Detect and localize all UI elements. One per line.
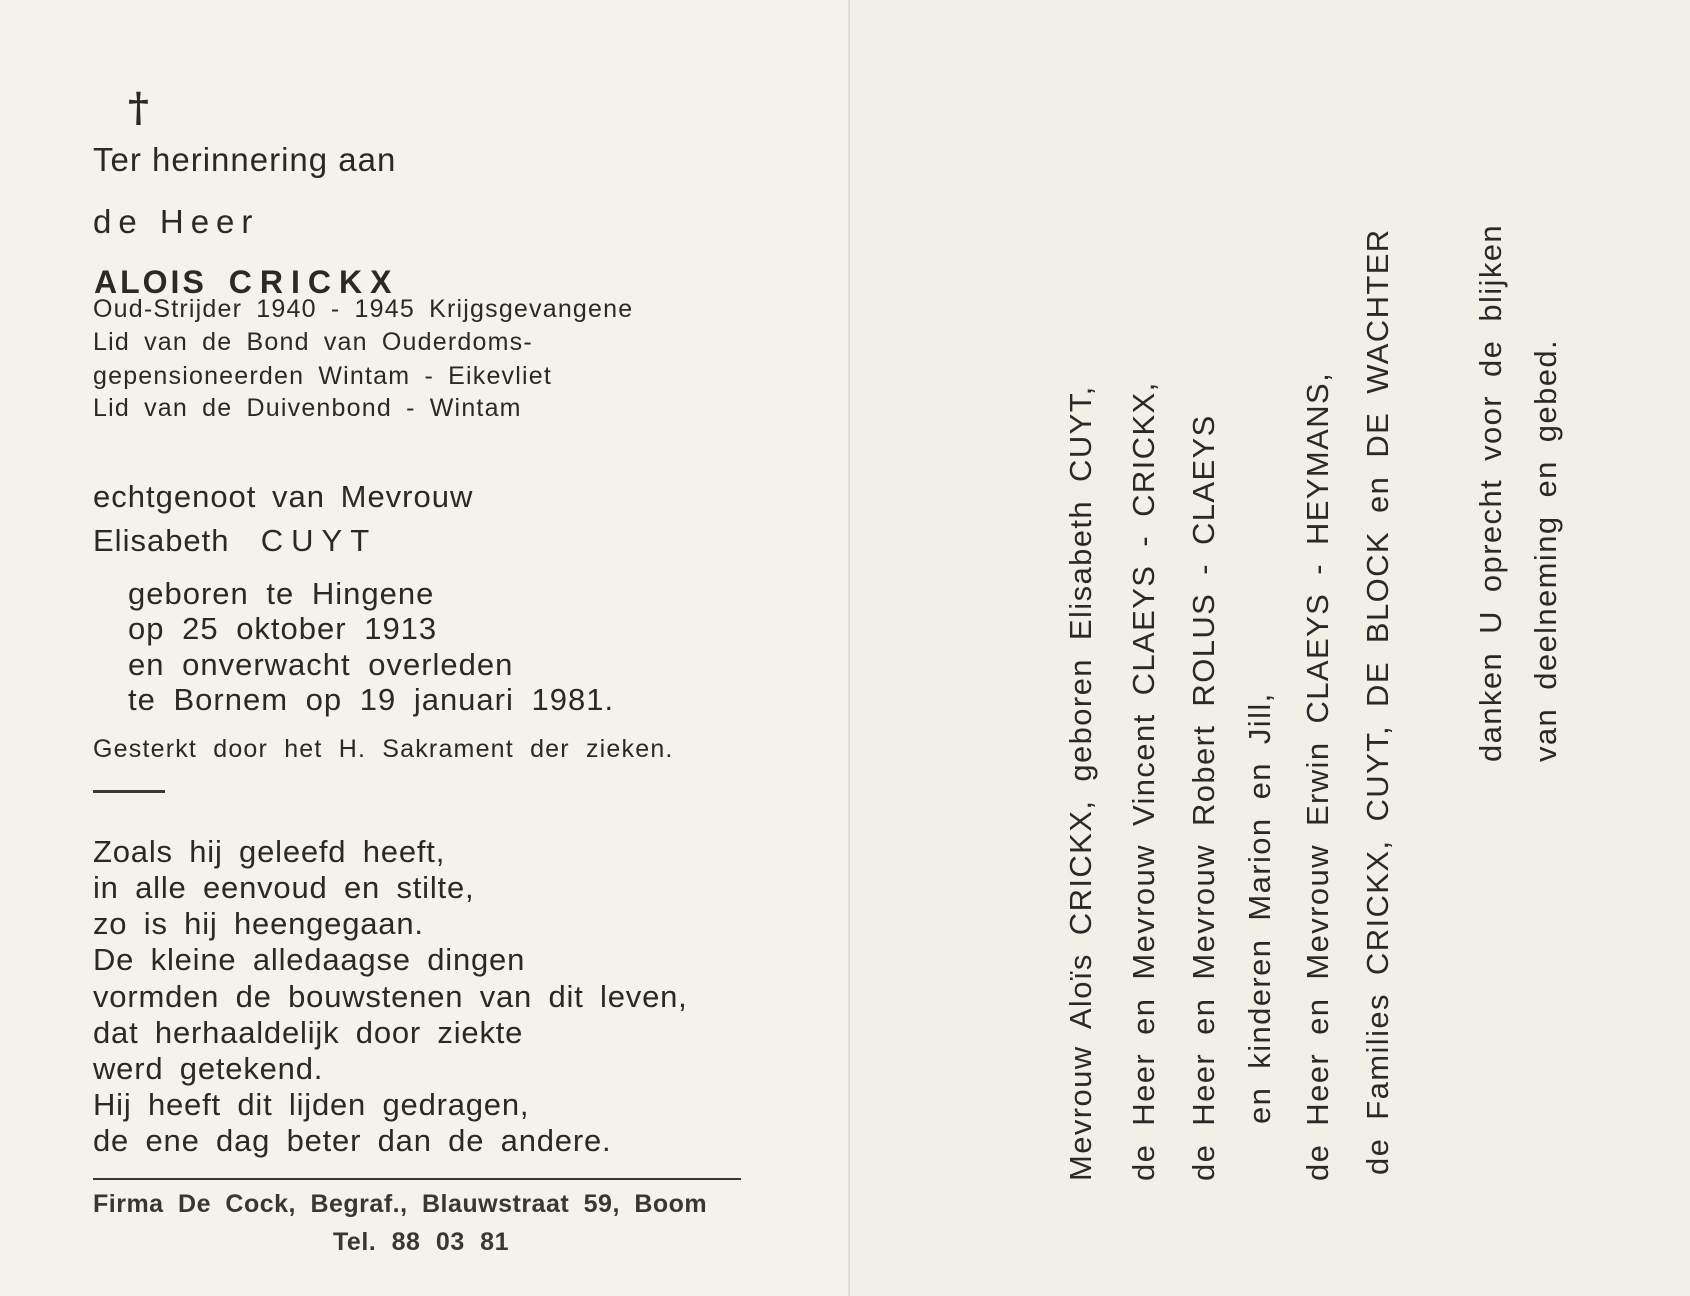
family-line: Mevrouw Aloïs CRICKX, geboren Elisabeth CUYT, xyxy=(1063,385,1098,1181)
poem-line: De kleine alledaagse dingen xyxy=(93,942,526,977)
spouse-name xyxy=(93,525,377,556)
printer-phone: Tel. 88 03 81 xyxy=(333,1228,509,1256)
bio-line: Lid van de Bond van Ouderdoms- xyxy=(93,328,533,356)
poem-line: de ene dag beter dan de andere. xyxy=(93,1123,612,1158)
thanks-line: danken U oprecht voor de blijken xyxy=(1473,223,1508,762)
life-dates-line: te Bornem op 19 januari 1981. xyxy=(128,682,615,717)
poem-line: dat herhaaldelijk door ziekte xyxy=(93,1015,524,1050)
family-line: de Families CRICKX, CUYT, DE BLOCK en DE WACHTER xyxy=(1360,228,1395,1175)
family-line: de Heer en Mevrouw Robert ROLUS - CLAEYS xyxy=(1186,414,1221,1181)
thanks-line: van deelneming en gebed. xyxy=(1528,338,1563,762)
poem-line: in alle eenvoud en stilte, xyxy=(93,870,475,905)
bio-line: Oud-Strijder 1940 - 1945 Krijgsgevangene xyxy=(93,295,634,323)
life-dates-line: geboren te Hingene xyxy=(128,576,435,611)
spouse-intro: echtgenoot van Mevrouw xyxy=(93,479,474,514)
family-line: en kinderen Marion en Jill, xyxy=(1242,692,1277,1124)
sacrament-note: Gesterkt door het H. Sakrament der zieken. xyxy=(93,735,674,763)
deceased-first-name: ALOIS xyxy=(94,264,207,300)
printer-line: Firma De Cock, Begraf., Blauwstraat 59, Boom xyxy=(93,1190,708,1218)
poem-line: zo is hij heengegaan. xyxy=(93,906,424,941)
life-dates-line: en onverwacht overleden xyxy=(128,647,514,682)
poem-line: vormden de bouwstenen van dit leven, xyxy=(93,979,688,1014)
bio-line: gepensioneerden Wintam - Eikevliet xyxy=(93,362,553,390)
poem-line: werd getekend. xyxy=(93,1051,324,1086)
bio-line: Lid van de Duivenbond - Wintam xyxy=(93,394,522,422)
footer-rule xyxy=(93,1178,741,1180)
intro-text: Ter herinnering aan xyxy=(93,141,397,178)
deceased-name xyxy=(94,266,399,298)
spouse-first-name: Elisabeth xyxy=(93,523,230,558)
life-dates-line: op 25 oktober 1913 xyxy=(128,611,438,646)
honorific-title: de Heer xyxy=(93,203,260,240)
poem-line: Zoals hij geleefd heeft, xyxy=(93,834,446,869)
spouse-last-name: CUYT xyxy=(260,523,378,558)
deceased-last-name: CRICKX xyxy=(228,264,400,300)
family-line: de Heer en Mevrouw Vincent CLAEYS - CRICKX, xyxy=(1126,381,1161,1181)
right-panel xyxy=(850,0,1690,1296)
short-divider xyxy=(93,790,165,793)
poem-line: Hij heeft dit lijden gedragen, xyxy=(93,1087,530,1122)
cross-symbol: † xyxy=(128,84,149,131)
family-line: de Heer en Mevrouw Erwin CLAEYS - HEYMANS, xyxy=(1300,371,1335,1181)
